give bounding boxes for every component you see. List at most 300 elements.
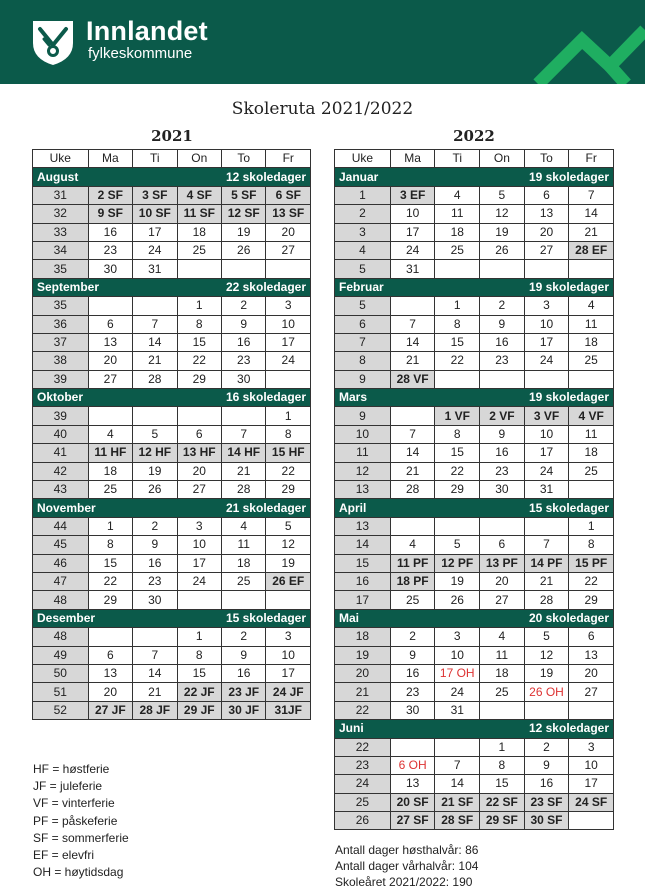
day-cell: 10 <box>524 315 569 333</box>
day-cell: 6 OH <box>390 756 435 774</box>
day-cell: 24 <box>390 241 435 259</box>
day-cell: 8 <box>177 646 221 664</box>
day-cell: 28 VF <box>390 370 435 388</box>
day-cell: 27 <box>524 241 569 259</box>
day-cell <box>569 260 614 278</box>
day-cell: 6 <box>524 186 569 204</box>
day-cell: 6 <box>569 628 614 646</box>
week-number: 40 <box>33 425 89 443</box>
week-number: 5 <box>335 260 391 278</box>
day-cell: 25 <box>88 481 132 499</box>
month-name: Februar <box>339 279 384 294</box>
week-row <box>335 664 614 682</box>
month-header-cell <box>335 389 614 407</box>
day-cell: 15 <box>435 333 480 351</box>
day-cell: 11 <box>569 425 614 443</box>
weekday-header: Ti <box>133 150 177 168</box>
day-cell: 19 <box>435 572 480 590</box>
day-cell: 15 PF <box>569 554 614 572</box>
month-name: August <box>37 169 79 184</box>
day-cell: 26 <box>133 481 177 499</box>
day-cell: 23 <box>480 352 525 370</box>
week-number: 15 <box>335 554 391 572</box>
day-cell: 7 <box>133 646 177 664</box>
day-cell: 8 <box>435 425 480 443</box>
day-cell: 23 <box>88 241 132 259</box>
day-cell: 9 <box>524 756 569 774</box>
day-cell <box>133 407 177 425</box>
day-cell: 14 HF <box>222 444 266 462</box>
day-cell: 13 <box>88 333 132 351</box>
day-cell: 18 <box>569 444 614 462</box>
week-row <box>335 591 614 609</box>
day-cell: 24 JF <box>266 683 311 701</box>
day-cell: 10 <box>435 646 480 664</box>
month-header-cell <box>335 499 614 517</box>
day-cell: 18 <box>435 223 480 241</box>
day-cell: 22 <box>435 352 480 370</box>
month-header-row <box>335 389 614 407</box>
day-cell: 30 SF <box>524 812 569 830</box>
day-cell: 19 <box>524 664 569 682</box>
week-row <box>335 333 614 351</box>
day-cell: 28 <box>390 481 435 499</box>
summary-line: Skoleåret 2021/2022: 190 <box>335 875 473 889</box>
day-cell: 15 <box>177 664 221 682</box>
month-name: September <box>37 279 100 294</box>
week-number: 16 <box>335 572 391 590</box>
day-cell <box>222 407 266 425</box>
mountain-decoration-icon <box>520 0 645 84</box>
day-cell <box>88 407 132 425</box>
weekday-header: Ti <box>435 150 480 168</box>
day-cell: 3 <box>435 628 480 646</box>
day-cell: 19 <box>480 223 525 241</box>
month-name: Desember <box>37 610 96 625</box>
week-row <box>33 572 311 590</box>
school-day-count: 19 skoledager <box>528 390 609 405</box>
school-day-count: 21 skoledager <box>225 500 306 515</box>
week-number: 31 <box>33 186 89 204</box>
month-header <box>339 500 609 517</box>
day-cell: 24 <box>524 462 569 480</box>
weekday-header: On <box>480 150 525 168</box>
day-cell: 22 <box>88 572 132 590</box>
day-cell: 13 <box>569 646 614 664</box>
day-cell: 7 <box>524 536 569 554</box>
day-cell <box>390 297 435 315</box>
day-cell: 3 <box>177 517 221 535</box>
weekday-header: Ma <box>88 150 132 168</box>
legend-item: JF = juleferie <box>33 779 103 794</box>
school-day-count: 20 skoledager <box>528 610 609 625</box>
week-row <box>33 186 311 204</box>
week-number: 6 <box>335 315 391 333</box>
day-cell: 16 <box>222 664 266 682</box>
day-cell: 25 <box>569 462 614 480</box>
day-cell: 21 <box>524 572 569 590</box>
day-cell: 26 EF <box>266 572 311 590</box>
day-cell: 3 <box>524 297 569 315</box>
week-row <box>335 352 614 370</box>
week-row <box>33 333 311 351</box>
day-cell <box>569 481 614 499</box>
day-cell: 14 PF <box>524 554 569 572</box>
header-banner <box>0 0 645 84</box>
day-cell <box>222 591 266 609</box>
day-cell: 12 SF <box>222 205 266 223</box>
week-row <box>335 205 614 223</box>
day-cell: 7 <box>569 186 614 204</box>
week-row <box>335 536 614 554</box>
day-cell: 24 <box>133 241 177 259</box>
week-number: 48 <box>33 591 89 609</box>
day-cell: 9 SF <box>88 205 132 223</box>
day-cell: 17 <box>266 333 311 351</box>
week-row <box>335 481 614 499</box>
weekday-header-row <box>33 150 311 168</box>
day-cell <box>569 370 614 388</box>
weekday-header: On <box>177 150 221 168</box>
week-number: 17 <box>335 591 391 609</box>
day-cell: 29 <box>435 481 480 499</box>
week-row <box>335 572 614 590</box>
school-day-count: 22 skoledager <box>225 279 306 294</box>
week-row <box>33 425 311 443</box>
day-cell: 17 <box>266 664 311 682</box>
day-cell: 29 JF <box>177 701 221 719</box>
month-header-cell <box>33 278 311 296</box>
day-cell: 6 SF <box>266 186 311 204</box>
weekday-header: Uke <box>335 150 391 168</box>
week-number: 44 <box>33 517 89 535</box>
day-cell <box>480 517 525 535</box>
week-row <box>335 462 614 480</box>
week-number: 4 <box>335 241 391 259</box>
day-cell: 13 <box>88 664 132 682</box>
day-cell: 2 <box>480 297 525 315</box>
day-cell: 13 HF <box>177 444 221 462</box>
week-row <box>335 370 614 388</box>
day-cell: 4 SF <box>177 186 221 204</box>
day-cell: 23 <box>480 462 525 480</box>
day-cell: 16 <box>480 444 525 462</box>
day-cell: 8 <box>569 536 614 554</box>
month-header <box>339 169 609 186</box>
week-row <box>335 775 614 793</box>
month-name: Oktober <box>37 390 84 405</box>
week-row <box>335 756 614 774</box>
day-cell: 1 <box>266 407 311 425</box>
day-cell: 29 <box>88 591 132 609</box>
day-cell: 3 VF <box>524 407 569 425</box>
week-number: 35 <box>33 260 89 278</box>
month-header-cell <box>335 278 614 296</box>
school-day-count: 12 skoledager <box>528 721 609 736</box>
day-cell: 8 <box>435 315 480 333</box>
school-day-count: 15 skoledager <box>528 500 609 515</box>
week-row <box>33 223 311 241</box>
week-row <box>33 444 311 462</box>
week-row <box>335 628 614 646</box>
summary-line: Antall dager høsthalvår: 86 <box>335 843 479 857</box>
day-cell: 25 <box>435 241 480 259</box>
week-row <box>335 223 614 241</box>
week-number: 21 <box>335 683 391 701</box>
month-header-row <box>335 499 614 517</box>
month-header-row <box>33 499 311 517</box>
day-cell: 19 <box>222 223 266 241</box>
month-header <box>37 610 306 627</box>
month-header-cell <box>33 168 311 186</box>
day-cell: 5 <box>524 628 569 646</box>
day-cell: 31JF <box>266 701 311 719</box>
week-row <box>335 260 614 278</box>
day-cell: 4 <box>222 517 266 535</box>
day-cell <box>569 812 614 830</box>
day-cell: 5 <box>266 517 311 535</box>
school-day-summary <box>335 842 478 890</box>
day-cell: 11 <box>569 315 614 333</box>
day-cell: 28 SF <box>435 812 480 830</box>
day-cell <box>88 628 132 646</box>
month-header-row <box>335 168 614 186</box>
day-cell: 11 <box>480 646 525 664</box>
day-cell: 18 PF <box>390 572 435 590</box>
week-row <box>33 297 311 315</box>
day-cell: 13 PF <box>480 554 525 572</box>
day-cell: 22 <box>435 462 480 480</box>
week-number: 13 <box>335 481 391 499</box>
day-cell: 14 <box>390 444 435 462</box>
month-header-cell <box>335 609 614 627</box>
day-cell: 7 <box>133 315 177 333</box>
month-header-row <box>335 278 614 296</box>
week-number: 49 <box>33 646 89 664</box>
week-number: 45 <box>33 536 89 554</box>
day-cell <box>222 260 266 278</box>
legend-item: EF = elevfri <box>33 848 95 863</box>
week-number: 52 <box>33 701 89 719</box>
day-cell: 13 SF <box>266 205 311 223</box>
day-cell: 4 <box>480 628 525 646</box>
day-cell: 28 <box>222 481 266 499</box>
day-cell: 3 <box>266 297 311 315</box>
day-cell: 1 <box>177 297 221 315</box>
week-row <box>335 444 614 462</box>
weekday-header: Fr <box>569 150 614 168</box>
day-cell: 14 <box>569 205 614 223</box>
day-cell <box>435 370 480 388</box>
week-number: 39 <box>33 370 89 388</box>
week-number: 10 <box>335 425 391 443</box>
day-cell: 23 SF <box>524 793 569 811</box>
day-cell: 5 SF <box>222 186 266 204</box>
day-cell: 24 <box>266 352 311 370</box>
day-cell: 3 SF <box>133 186 177 204</box>
day-cell: 14 <box>435 775 480 793</box>
day-cell <box>524 517 569 535</box>
day-cell: 26 <box>222 241 266 259</box>
week-number: 9 <box>335 407 391 425</box>
day-cell: 6 <box>88 315 132 333</box>
day-cell: 4 <box>435 186 480 204</box>
week-number: 22 <box>335 738 391 756</box>
school-day-count: 19 skoledager <box>528 169 609 184</box>
day-cell: 17 <box>177 554 221 572</box>
week-row <box>335 425 614 443</box>
week-number: 38 <box>33 352 89 370</box>
day-cell: 20 <box>88 683 132 701</box>
day-cell <box>480 370 525 388</box>
weekday-header: To <box>222 150 266 168</box>
week-number: 3 <box>335 223 391 241</box>
day-cell: 23 JF <box>222 683 266 701</box>
day-cell: 7 <box>390 425 435 443</box>
week-row <box>335 812 614 830</box>
week-number: 39 <box>33 407 89 425</box>
day-cell: 12 PF <box>435 554 480 572</box>
week-number: 2 <box>335 205 391 223</box>
month-header <box>37 500 306 517</box>
legend <box>33 761 129 881</box>
week-number: 5 <box>335 297 391 315</box>
day-cell: 27 SF <box>390 812 435 830</box>
day-cell: 22 <box>266 462 311 480</box>
month-header-row <box>335 609 614 627</box>
day-cell: 27 <box>569 683 614 701</box>
day-cell: 24 <box>177 572 221 590</box>
week-number: 18 <box>335 628 391 646</box>
school-day-count: 19 skoledager <box>528 279 609 294</box>
day-cell: 29 <box>569 591 614 609</box>
week-number: 36 <box>33 315 89 333</box>
day-cell: 4 VF <box>569 407 614 425</box>
month-header-cell <box>33 389 311 407</box>
day-cell: 22 <box>569 572 614 590</box>
day-cell: 30 <box>222 370 266 388</box>
day-cell <box>435 738 480 756</box>
week-number: 33 <box>33 223 89 241</box>
day-cell <box>390 738 435 756</box>
day-cell: 3 <box>266 628 311 646</box>
week-row <box>335 297 614 315</box>
week-number: 37 <box>33 333 89 351</box>
day-cell: 9 <box>222 646 266 664</box>
day-cell: 9 <box>390 646 435 664</box>
day-cell: 20 <box>88 352 132 370</box>
week-row <box>33 462 311 480</box>
day-cell: 20 <box>569 664 614 682</box>
day-cell: 23 <box>390 683 435 701</box>
month-header <box>339 389 609 406</box>
day-cell <box>524 701 569 719</box>
legend-item: VF = vinterferie <box>33 796 115 811</box>
day-cell: 24 SF <box>569 793 614 811</box>
week-number: 32 <box>33 205 89 223</box>
month-name: November <box>37 500 96 515</box>
week-number: 20 <box>335 664 391 682</box>
day-cell: 10 <box>524 425 569 443</box>
day-cell <box>435 517 480 535</box>
day-cell: 10 <box>266 646 311 664</box>
day-cell: 31 <box>435 701 480 719</box>
day-cell: 11 PF <box>390 554 435 572</box>
weekday-header: Uke <box>33 150 89 168</box>
day-cell: 12 <box>266 536 311 554</box>
month-header-row <box>33 389 311 407</box>
weekday-header: To <box>524 150 569 168</box>
month-name: Mars <box>339 390 368 405</box>
week-row <box>335 701 614 719</box>
day-cell: 16 <box>133 554 177 572</box>
day-cell: 5 <box>435 536 480 554</box>
day-cell: 29 SF <box>480 812 525 830</box>
month-header <box>339 279 609 296</box>
week-number: 43 <box>33 481 89 499</box>
day-cell: 22 SF <box>480 793 525 811</box>
week-row <box>33 536 311 554</box>
day-cell <box>266 591 311 609</box>
day-cell: 23 <box>133 572 177 590</box>
week-number: 41 <box>33 444 89 462</box>
day-cell: 25 <box>390 591 435 609</box>
day-cell <box>524 260 569 278</box>
school-day-count: 12 skoledager <box>225 169 306 184</box>
day-cell: 4 <box>88 425 132 443</box>
day-cell: 21 <box>390 462 435 480</box>
day-cell: 11 SF <box>177 205 221 223</box>
day-cell: 2 <box>390 628 435 646</box>
week-row <box>335 241 614 259</box>
day-cell: 23 <box>222 352 266 370</box>
day-cell: 18 <box>88 462 132 480</box>
day-cell: 27 <box>88 370 132 388</box>
day-cell: 25 <box>569 352 614 370</box>
day-cell: 4 <box>569 297 614 315</box>
week-row <box>33 554 311 572</box>
day-cell: 8 <box>177 315 221 333</box>
week-number: 1 <box>335 186 391 204</box>
day-cell: 30 <box>390 701 435 719</box>
day-cell: 13 <box>524 205 569 223</box>
week-number: 13 <box>335 517 391 535</box>
page-title: Skoleruta 2021/2022 <box>231 99 414 119</box>
day-cell: 11 <box>435 205 480 223</box>
week-row <box>335 646 614 664</box>
day-cell: 10 <box>177 536 221 554</box>
day-cell: 15 <box>177 333 221 351</box>
brand-subtitle: fylkeskommune <box>88 45 193 62</box>
day-cell: 8 <box>480 756 525 774</box>
calendar-table-2021 <box>32 149 311 720</box>
day-cell <box>390 407 435 425</box>
month-header <box>339 610 609 627</box>
day-cell: 11 HF <box>88 444 132 462</box>
day-cell: 27 JF <box>88 701 132 719</box>
week-number: 12 <box>335 462 391 480</box>
week-number: 7 <box>335 333 391 351</box>
day-cell: 16 <box>222 333 266 351</box>
day-cell: 2 <box>133 517 177 535</box>
day-cell <box>266 260 311 278</box>
day-cell <box>88 297 132 315</box>
day-cell: 18 <box>177 223 221 241</box>
day-cell: 1 VF <box>435 407 480 425</box>
day-cell: 9 <box>222 315 266 333</box>
day-cell <box>177 407 221 425</box>
day-cell: 28 JF <box>133 701 177 719</box>
